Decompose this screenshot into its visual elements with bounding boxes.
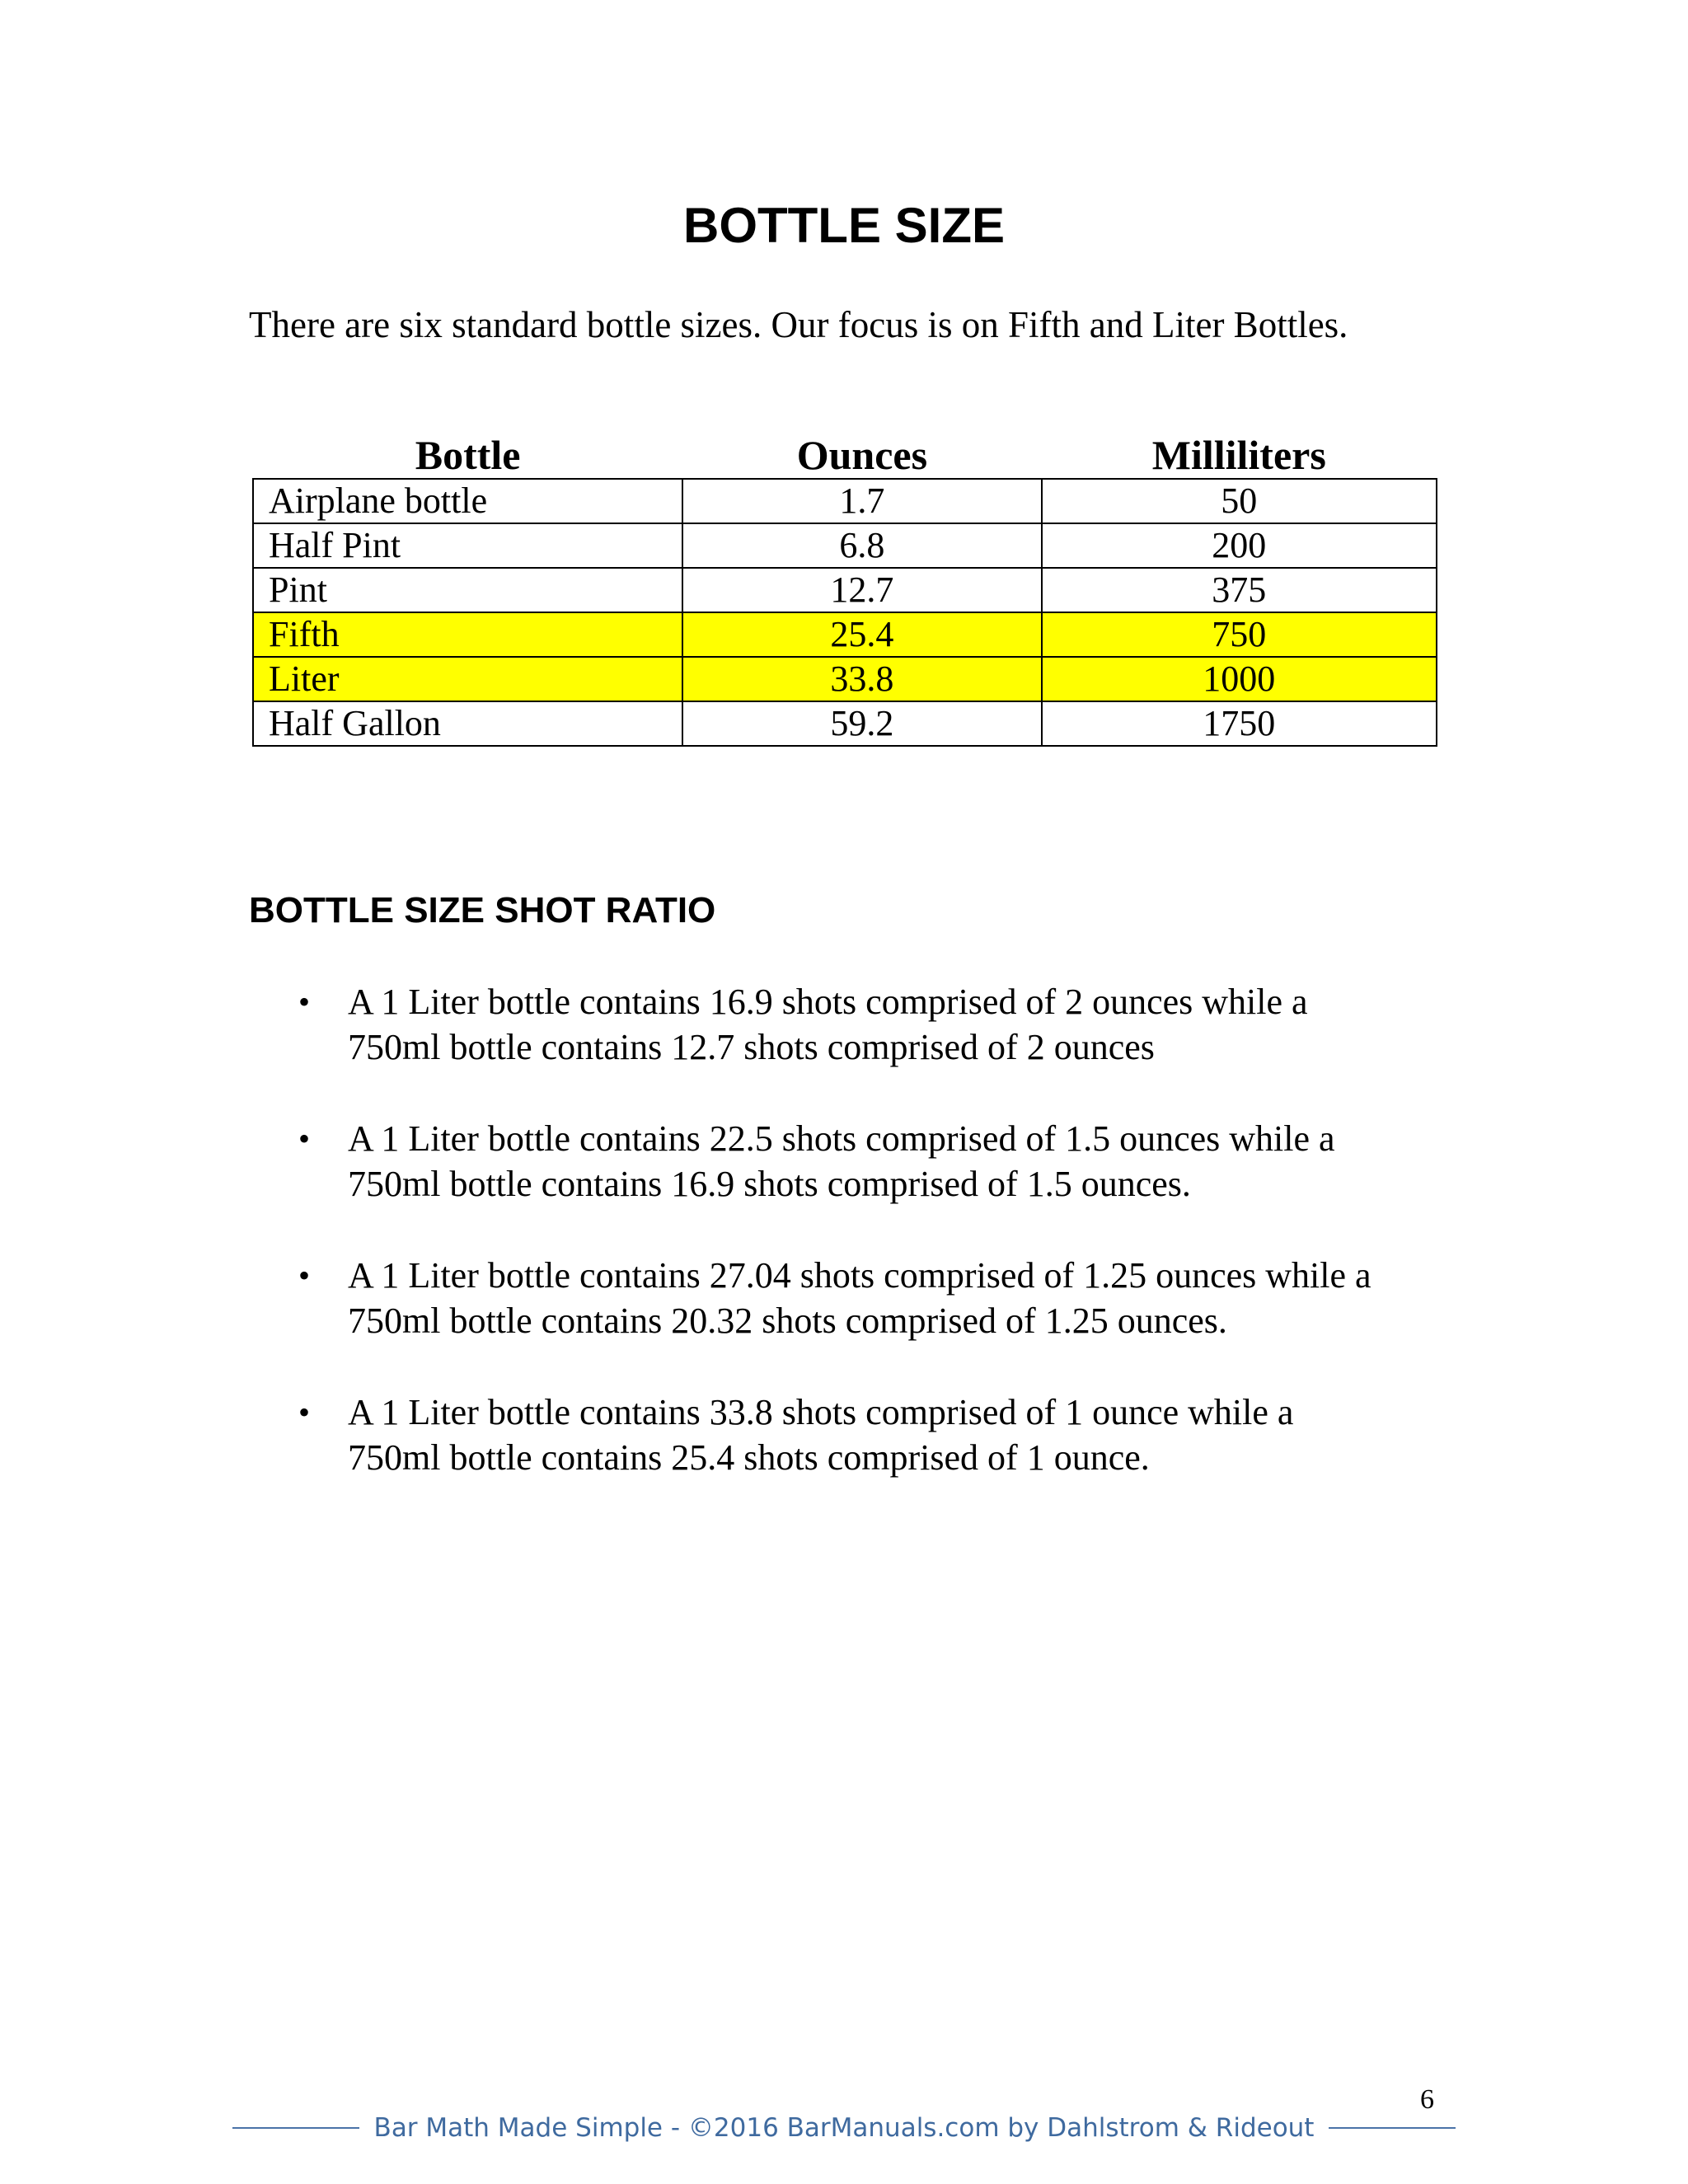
list-item xyxy=(0,1116,1461,1207)
bullet-icon: • xyxy=(298,1120,311,1157)
list-item-line: 750ml bottle contains 25.4 shots comprised of 1 ounce. xyxy=(348,1437,1150,1478)
table-header-row xyxy=(253,427,1437,479)
bullet-icon: • xyxy=(298,983,311,1020)
column-header-bottle: Bottle xyxy=(415,432,521,478)
cell-milliliters: 50 xyxy=(1042,479,1437,523)
column-header-milliliters: Milliliters xyxy=(1151,432,1326,478)
cell-ounces: 1.7 xyxy=(682,479,1041,523)
page-footer xyxy=(232,2111,1456,2144)
cell-ounces: 25.4 xyxy=(682,612,1041,657)
cell-bottle: Half Gallon xyxy=(253,701,682,746)
cell-milliliters: 1750 xyxy=(1042,701,1437,746)
cell-ounces: 12.7 xyxy=(682,568,1041,612)
list-item-line: A 1 Liter bottle contains 27.04 shots comprised of 1.25 ounces while a xyxy=(348,1255,1372,1296)
list-item-line: 750ml bottle contains 16.9 shots comprised of 1.5 ounces. xyxy=(348,1164,1191,1204)
page-number: 6 xyxy=(1420,2084,1434,2115)
table-row xyxy=(253,523,1437,568)
list-item xyxy=(0,1390,1461,1480)
bullet-icon: • xyxy=(298,1257,311,1294)
cell-milliliters: 200 xyxy=(1042,523,1437,568)
cell-bottle: Airplane bottle xyxy=(253,479,682,523)
cell-ounces: 59.2 xyxy=(682,701,1041,746)
cell-ounces: 33.8 xyxy=(682,657,1041,701)
list-item-line: 750ml bottle contains 12.7 shots comprised of 2 ounces xyxy=(348,1027,1155,1067)
table-row-highlighted xyxy=(253,612,1437,657)
table-row xyxy=(253,568,1437,612)
list-item-line: A 1 Liter bottle contains 22.5 shots comprised of 1.5 ounces while a xyxy=(348,1118,1335,1159)
footer-rule-right xyxy=(1329,2127,1456,2129)
shot-ratio-list xyxy=(0,979,1461,1526)
bullet-icon: • xyxy=(298,1394,311,1431)
cell-bottle: Pint xyxy=(253,568,682,612)
table-row-highlighted xyxy=(253,657,1437,701)
cell-bottle: Liter xyxy=(253,657,682,701)
cell-milliliters: 1000 xyxy=(1042,657,1437,701)
cell-milliliters: 375 xyxy=(1042,568,1437,612)
cell-ounces: 6.8 xyxy=(682,523,1041,568)
list-item-line: A 1 Liter bottle contains 33.8 shots comprised of 1 ounce while a xyxy=(348,1392,1294,1432)
list-item xyxy=(0,979,1461,1070)
cell-bottle: Fifth xyxy=(253,612,682,657)
intro-paragraph: There are six standard bottle sizes. Our focus is on Fifth and Liter Bottles. xyxy=(249,304,1348,345)
page-title: BOTTLE SIZE xyxy=(683,198,1005,253)
list-item-line: 750ml bottle contains 20.32 shots comprised of 1.25 ounces. xyxy=(348,1301,1227,1341)
footer-text: Bar Math Made Simple - ©2016 BarManuals.com by Dahlstrom & Rideout xyxy=(373,2113,1315,2143)
cell-milliliters: 750 xyxy=(1042,612,1437,657)
table-row xyxy=(253,701,1437,746)
bottle-size-table xyxy=(252,427,1437,747)
column-header-ounces: Ounces xyxy=(796,432,928,478)
cell-bottle: Half Pint xyxy=(253,523,682,568)
list-item-line: A 1 Liter bottle contains 16.9 shots comprised of 2 ounces while a xyxy=(348,982,1308,1022)
list-item xyxy=(0,1253,1461,1343)
section-heading: BOTTLE SIZE SHOT RATIO xyxy=(249,890,716,930)
footer-rule-left xyxy=(232,2127,359,2129)
table-row xyxy=(253,479,1437,523)
